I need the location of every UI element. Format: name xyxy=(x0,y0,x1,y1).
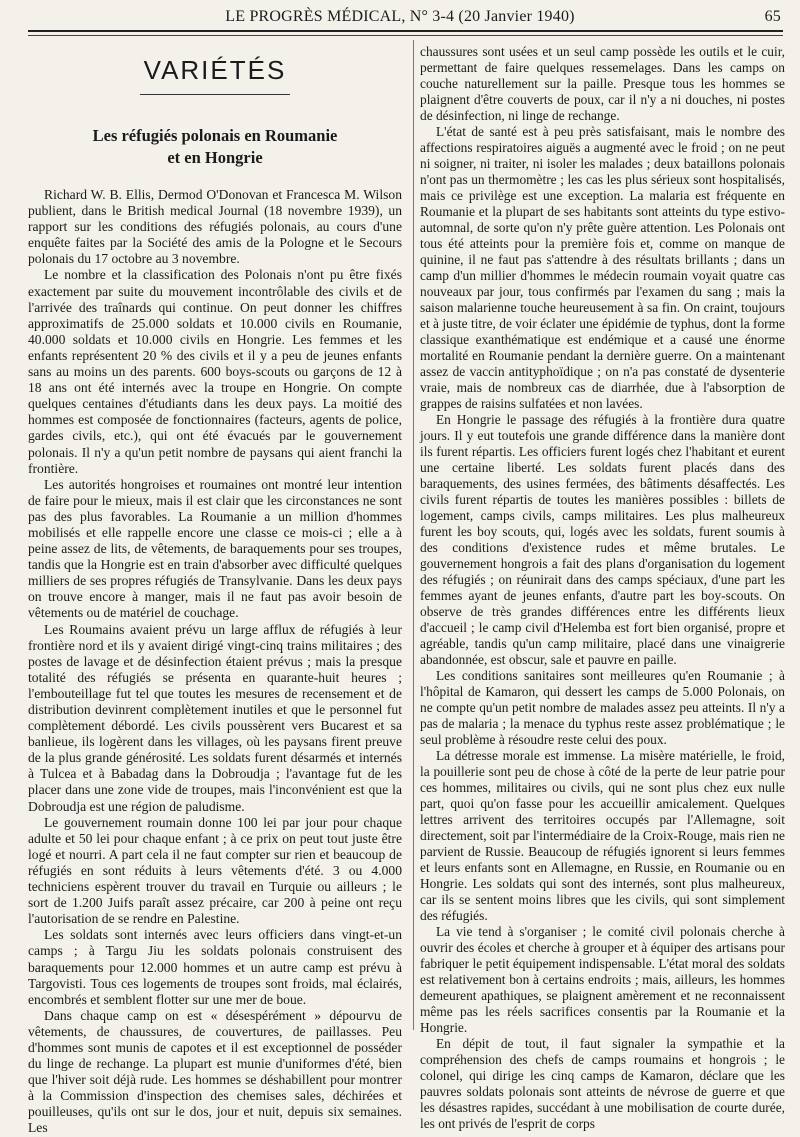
journal-header-title: LE PROGRÈS MÉDICAL, N° 3-4 (20 Janvier 1940) xyxy=(225,8,575,25)
paragraph: Dans chaque camp on est « désespérément » dépourvu de vêtements, de chaussures, de couvertures, de paillasses. Peu d'hommes sont munis de capotes et il est exceptionnel de posséder du linge de rechange. La plupart est munie d'uniformes d'été, bien que l'hiver soit déjà rude. Les hommes se déshabillent pour montrer à la Commission d'inspection des chemises sales, déchirées et pouilleuses, qu'ils ont sur le dos, jour et nuit, depuis six semaines. Les xyxy=(28,1007,402,1136)
paragraph-continued: chaussures sont usées et un seul camp possède les outils et le cuir, permettant de faire quelques ressemelages. Dans les camps on couche naturellement sur la paille. Presque tous les hommes se plaignent d'être couverts de poux, car il n'y a ni douches, ni postes de désinfection, ni linge de rechange. xyxy=(420,44,785,123)
header-rule-thick xyxy=(28,30,783,32)
paragraph: La détresse morale est immense. La misère matérielle, le froid, la pouillerie sont peu de chose à côté de la perte de leur patrie pour ces hommes, militaires ou civils, qui ne sont plus chez eux nulle part, quoi qu'on fasse pour les accueillir amicalement. Quelques lettres arrivent des territoires occupés par l'Allemagne, soit directement, soit par l'intermédiaire de la Croix-Rouge, mais rien ne parvient de Russie. Beaucoup de réfugiés ignorent si leurs femmes et leurs enfants sont en Allemagne, en Russie, en Roumanie ou en Hongrie. Les soldats qui sont des internés, sont plus malheureux, car ils se sentent moins libres que les civils, qui sont simplement des réfugiés. xyxy=(420,748,785,923)
left-column xyxy=(28,44,402,1136)
paragraph: Le gouvernement roumain donne 100 lei par jour pour chaque adulte et 50 lei pour chaque enfant ; à ce prix on peut tout juste être logé et nourri. A part cela il ne faut compter sur rien et beaucoup de réfugiés en sont réduits à leurs vêtements d'été. 3 ou 4.000 techniciens espèrent trouver du travail en Turquie ou ailleurs ; le sort de 1.200 Juifs paraît assez précaire, car 200 à peine ont reçu l'autorisation de se rendre en Palestine. xyxy=(28,814,402,927)
article-title xyxy=(28,125,402,169)
article-title-line-1: Les réfugiés polonais en Roumanie xyxy=(92,126,338,145)
paragraph: En Hongrie le passage des réfugiés à la frontière dura quatre jours. Il y eut toutefois une grande différence dans la manière dont ils furent répartis. Les officiers furent logés chez l'habitant et eurent une certaine liberté. Les soldats furent placés dans des baraquements, des usines fermées, des bâtiments désaffectés. Les civils furent répartis de toutes les manières possibles : billets de logement, camps civils, camps militaires. Les plus malheureux furent les boy scouts, qui, logés avec les soldats, furent soumis à des conditions d'existence rudes et même brutales. Le gouvernement hongrois a fait des plans d'organisation du logement des réfugiés ; on réunirait dans des camps spéciaux, d'une part les femmes ayant de jeunes enfants, d'autre part les boy-scouts. On observe de très grandes différences entre les différents lieux d'accueil ; le camp civil d'Helemba est fort bien organisé, propre et agréable, tandis qu'un camp militaire, placé dans une vinaigrerie abandonnée, est obscur, sale et pauvre en paille. xyxy=(420,412,785,667)
paragraph: Le nombre et la classification des Polonais n'ont pu être fixés exactement par suite du mouvement incontrôlable des civils et de l'arrivée des traînards qui continue. On peut donner les chiffres approximatifs de 25.000 soldats et 10.000 civils en Roumanie, 40.000 soldats et 10.000 civils en Hongrie. Les femmes et les enfants représentent 20 % des civils et il y a peu de jeunes enfants sans au moins un des parents. 600 boys-scouts ou garçons de 12 à 18 ans ont été internés avec la troupe en Hongrie. On compte quelques centaines d'étudiants dans les deux pays. La moitié des hommes est composée de fonctionnaires (facteurs, agents de police, gardes civils, etc.), qui ont été évacués par le gouvernement polonais. Il n'y a qu'un petit nombre de paysans qui aient franchi la frontière. xyxy=(28,267,402,476)
paragraph: Les autorités hongroises et roumaines ont montré leur intention de faire pour le mieux, mais il est clair que les circonstances ne sont pas des plus favorables. La Roumanie a un million d'hommes mobilisés et elle rappelle encore une classe ce mois-ci ; elle a à peine assez de lits, de vêtements, de baraquements pour ses troupes, tandis que la Hongrie est en train d'absorber avec difficulté quelques milliers de ses propres réfugiés de Transylvanie. Dans les deux pays on trouve encore à manger, mais il ne faut pas avoir besoin de vêtements ou de matériel de couchage. xyxy=(28,476,402,621)
right-column xyxy=(420,44,785,1131)
paragraph: Les conditions sanitaires sont meilleures qu'en Roumanie ; à l'hôpital de Kamaron, qui dessert les camps de 5.000 Polonais, on ne compte qu'un petit nombre de malades assez peu atteints. Il n'y a pas de malaria ; la menace du typhus reste assez problématique ; le seul problème à résoudre reste celui des poux. xyxy=(420,668,785,747)
page-number: 65 xyxy=(764,8,781,25)
column-divider xyxy=(413,40,414,1030)
article-title-line-2: et en Hongrie xyxy=(167,148,263,167)
section-title-rule xyxy=(140,94,290,95)
paragraph: La vie tend à s'organiser ; le comité civil polonais cherche à ouvrir des écoles et cherche à grouper et à équiper des artisans pour fabriquer le petit équipement indispensable. L'état moral des soldats est relativement bon à certains endroits ; mais, ailleurs, les hommes demeurent apathiques, se plaignent amèrement et ne reconnaissent même pas les réels sacrifices consentis par la Roumanie et la Hongrie. xyxy=(420,924,785,1035)
paragraph: En dépit de tout, il faut signaler la sympathie et la compréhension des chefs de camps roumains et hongrois ; le colonel, qui dirige les cinq camps de Kamaron, déclare que les pauvres soldats polonais sont atteints de névrose de guerre et que les désastres rapides, succédant à une mobilisation de courte durée, les ont privés de l'esprit de corps xyxy=(420,1036,785,1131)
paragraph: Les soldats sont internés avec leurs officiers dans vingt-et-un camps ; à Targu Jiu les soldats polonais construisent des baraquements pour 12.000 hommes et un autre camp est prévu à Targovisti. Tous ces logements de troupes sont froids, mal éclairés, encombrés et semblent flotter sur une mer de boue. xyxy=(28,927,402,1007)
paragraph: Richard W. B. Ellis, Dermod O'Donovan et Francesca M. Wilson publient, dans le British medical Journal (18 novembre 1939), un rapport sur les conditions des réfugiés polonais, au cours d'une enquête faites par la Société des amis de la Pologne et le Secours polonais du 17 octobre au 3 novembre. xyxy=(28,187,402,267)
running-head xyxy=(0,8,800,30)
section-title: VARIÉTÉS xyxy=(143,55,287,85)
header-rule-thin xyxy=(28,35,783,36)
paragraph: Les Roumains avaient prévu un large afflux de réfugiés à leur frontière nord et ils y avaient dirigé vingt-cinq trains militaires ; des postes de lavage et de désinfection étaient prévus ; mais la presque totalité des réfugiés se présenta en quarante-huit heures ; l'embouteillage fut tel que toutes les mesures de recensement et de distribution devinrent complètement inutiles et que le personnel fut complètement débordé. Les civils poussèrent vers Bucarest et sa banlieue, ils logèrent dans les villages, où les paysans firent preuve de la plus grande générosité. Les soldats furent désarmés et internés à Tulcea et à Babadag dans la Dobroudja ; l'avantage fut de les placer dans une zone vide de troupes, mais l'inconvénient est que la Dobroudja est une région de paludisme. xyxy=(28,621,402,814)
paragraph: L'état de santé est à peu près satisfaisant, mais le nombre des affections respiratoires aiguës a augmenté avec le froid ; on ne peut ni soigner, ni traiter, ni isoler les malades ; deux bataillons polonais n'ont pas un thermomètre ; les cas les plus sérieux sont hospitalisés, mais ce privilège est une exception. La malaria est fréquente en Roumanie et la plupart de ses habitants sont atteints du type estivo-automnal, de sorte qu'on n'y prête guère attention. Les Polonais ont tous été atteints pour la première fois et, comme on manque de quinine, il ne faut pas s'attendre à des résultats brillants ; dans un camp d'un millier d'hommes le médecin roumain voyait quatre cas nouveaux par jour, tous confirmés par l'examen du sang ; mais la saison malarienne touche heureusement à sa fin. On craint, toujours et à juste titre, de voir éclater une épidémie de typhus, dont la forme classique exanthématique est endémique et a causé une énorme mortalité en Roumanie pendant la dernière guerre. On a maintenant assez de vaccin antityphoïdique ; on n'a pas constaté de dysenterie vraie, mais de nombreux cas de diarrhée, due à l'absorption de grappes de raisins sulfatées et non lavées. xyxy=(420,124,785,411)
